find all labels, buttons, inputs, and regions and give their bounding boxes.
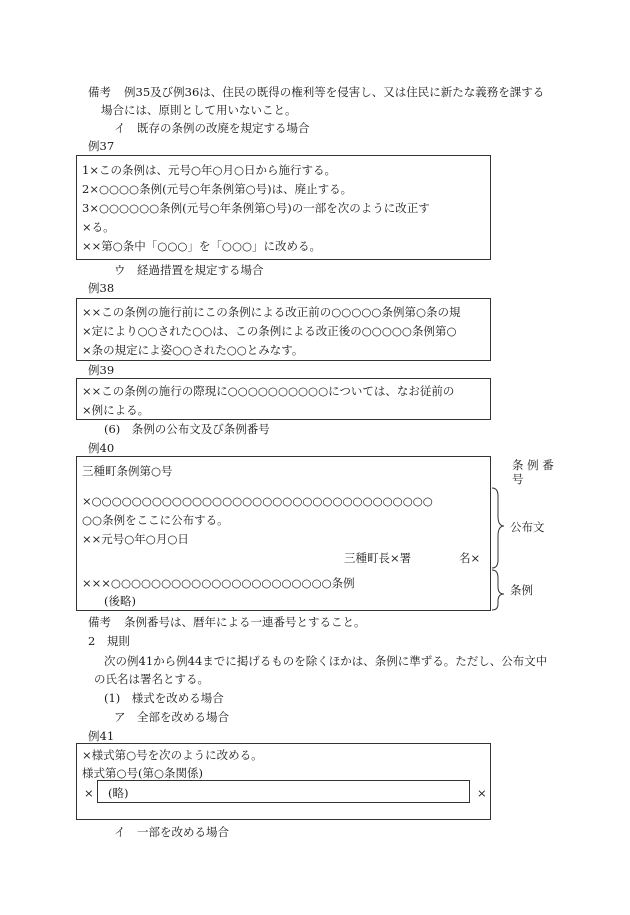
example-38-label: 例38 <box>88 281 115 295</box>
ordinance-body-line: ×××○○○○○○○○○○○○○○○○○○○○○○条例 <box>82 576 355 590</box>
brace-icon <box>490 486 506 612</box>
mayor-title: 三種町長×署 <box>344 551 412 565</box>
side-label-ordinance-number-2: 号 <box>512 472 524 486</box>
heading-transitional: ウ 経過措置を規定する場合 <box>114 263 264 277</box>
side-label-ordinance-number: 条 例 番 <box>512 458 554 472</box>
mayor-name: 名× <box>459 551 481 565</box>
example-39-label: 例39 <box>88 363 115 377</box>
heading-change-all: ア 全部を改める場合 <box>114 710 229 724</box>
ordinance-number: 三種町条例第○号 <box>82 464 173 478</box>
heading-change-form: (1) 様式を改める場合 <box>104 691 224 705</box>
example-41-left-mark: × <box>84 786 94 800</box>
example-37-line: ×る。 <box>82 220 115 234</box>
example-37-line: 1×この条例は、元号○年○月○日から施行する。 <box>82 163 337 177</box>
example-38-line: ××この条例の施行前にこの条例による改正前の○○○○○条例第○条の規 <box>82 305 461 319</box>
example-37-label: 例37 <box>88 139 115 153</box>
heading-amend-repeal: イ 既存の条例の改廃を規定する場合 <box>114 121 310 135</box>
heading-promulgation: (6) 条例の公布文及び条例番号 <box>104 422 270 436</box>
example-37-line: 3×○○○○○○条例(元号○年条例第○号)の一部を次のように改正す <box>82 201 430 215</box>
example-38-line: ×定により○○された○○は、この条例による改正後の○○○○○条例第○ <box>82 324 457 338</box>
section-2-line2: の氏名は署名とする。 <box>94 672 209 686</box>
note2-label: 備考 <box>88 615 111 629</box>
example-41-line1: ×様式第○号を次のように改める。 <box>82 748 263 762</box>
example-38-line: ×条の規定によ姿○○された○○とみなす。 <box>82 343 304 357</box>
section-2-line1: 次の例41から例44までに掲げるものを除くほかは、条例に準ずる。ただし、公布文中 <box>104 654 548 668</box>
heading-change-part: イ 一部を改める場合 <box>114 825 229 839</box>
omitted-text: (後略) <box>104 594 136 608</box>
side-label-promulgation: 公布文 <box>510 520 545 534</box>
example-41-omitted: (略) <box>108 786 129 800</box>
promulgation-line2: ○○条例をここに公布する。 <box>82 513 229 527</box>
example-37-line: ××第○条中「○○○」を「○○○」に改める。 <box>82 239 322 253</box>
note-text-line2: 場合には、原則として用いないこと。 <box>101 103 297 117</box>
note2-text: 条例番号は、暦年による一連番号とすること。 <box>124 615 366 629</box>
note-text-line1: 例35及び例36は、住民の既得の権利等を侵害し、又は住民に新たな義務を課する <box>124 85 545 99</box>
promulgation-date: ××元号○年○月○日 <box>82 532 189 546</box>
section-2-heading: 2 規則 <box>88 634 130 648</box>
example-41-line2: 様式第○号(第○条関係) <box>82 766 204 780</box>
example-40-label: 例40 <box>88 441 115 455</box>
note-label: 備考 <box>88 85 111 99</box>
example-41-inner-box <box>97 780 470 803</box>
example-37-line: 2×○○○○条例(元号○年条例第○号)は、廃止する。 <box>82 182 353 196</box>
example-39-line: ××この条例の施行の際現に○○○○○○○○○○については、なお従前の <box>82 384 455 398</box>
example-41-label: 例41 <box>88 729 115 743</box>
side-label-ordinance: 条例 <box>510 583 533 597</box>
example-39-line: ×例による。 <box>82 403 150 417</box>
example-41-right-mark: × <box>477 786 487 800</box>
promulgation-line1: ×○○○○○○○○○○○○○○○○○○○○○○○○○○○○○○○○○○ <box>82 494 433 508</box>
